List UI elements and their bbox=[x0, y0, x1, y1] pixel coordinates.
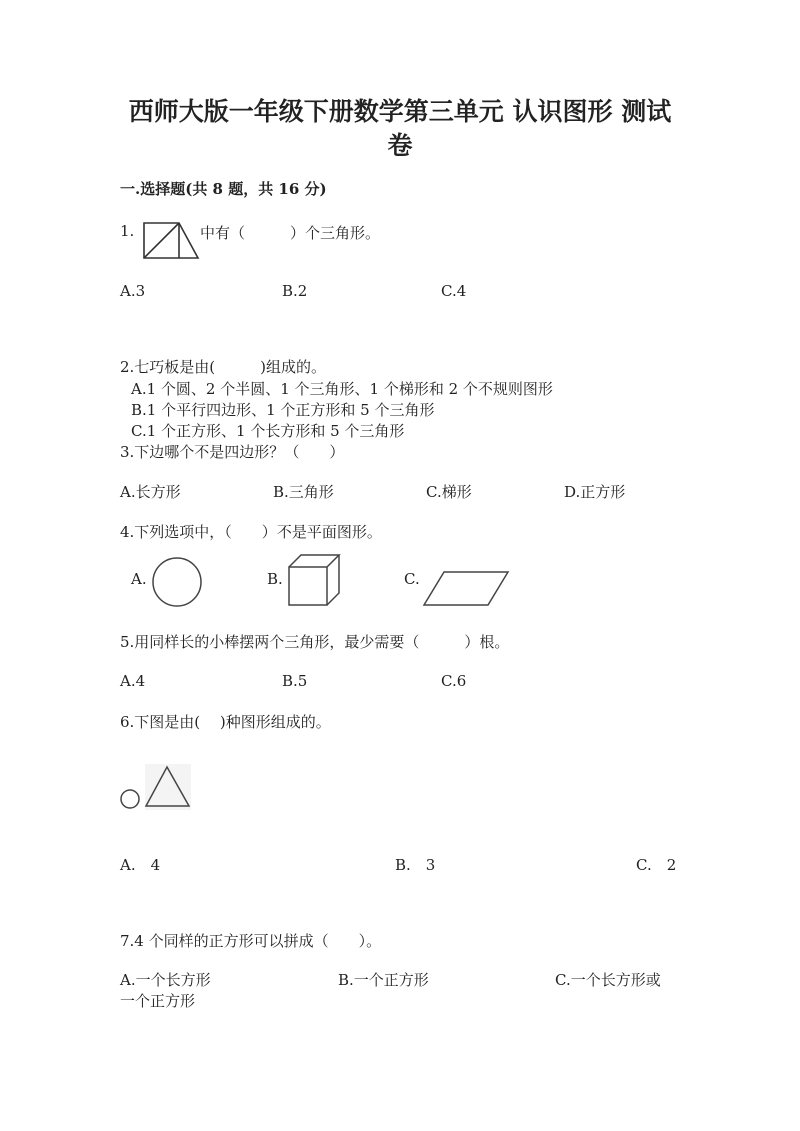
q3-option-d[interactable]: D.正方形 bbox=[564, 483, 626, 501]
q6-option-a[interactable]: A. 4 bbox=[120, 856, 161, 874]
q5-option-b[interactable]: B.5 bbox=[282, 672, 308, 690]
q2-option-c[interactable]: C.1 个正方形、1 个长方形和 5 个三角形 bbox=[131, 422, 405, 440]
q2-option-a[interactable]: A.1 个圆、2 个半圆、1 个三角形、1 个梯形和 2 个不规则图形 bbox=[131, 380, 553, 398]
q4-cube-figure bbox=[287, 553, 341, 607]
q6-option-c[interactable]: C. 2 bbox=[636, 856, 677, 874]
q4-option-a[interactable]: A. bbox=[131, 570, 147, 588]
q1-stem: 中有（ ）个三角形。 bbox=[200, 224, 381, 242]
q4-option-b[interactable]: B. bbox=[267, 570, 283, 588]
section-heading: 一.选择题(共 8 题，共 16 分) bbox=[120, 180, 327, 198]
q5-option-c[interactable]: C.6 bbox=[441, 672, 467, 690]
q1-option-b[interactable]: B.2 bbox=[282, 282, 308, 300]
q7-option-a[interactable]: A.一个长方形 bbox=[120, 971, 211, 989]
q5-option-a[interactable]: A.4 bbox=[120, 672, 146, 690]
q3-option-a[interactable]: A.长方形 bbox=[120, 483, 181, 501]
q3-option-b[interactable]: B.三角形 bbox=[273, 483, 334, 501]
q2-option-b[interactable]: B.1 个平行四边形、1 个正方形和 5 个三角形 bbox=[131, 401, 435, 419]
q4-parallelogram-figure bbox=[422, 570, 510, 608]
q7-option-b[interactable]: B.一个正方形 bbox=[338, 971, 429, 989]
q1-option-c[interactable]: C.4 bbox=[441, 282, 467, 300]
q1-number: 1. bbox=[120, 222, 135, 240]
q1-option-a[interactable]: A.3 bbox=[120, 282, 146, 300]
q3-stem: 3.下边哪个不是四边形？（ ） bbox=[120, 443, 345, 461]
q7-option-c-continued[interactable]: 一个正方形 bbox=[120, 992, 196, 1010]
q2-stem: 2.七巧板是由( )组成的。 bbox=[120, 358, 327, 376]
page-title bbox=[100, 95, 700, 163]
q6-option-b[interactable]: B. 3 bbox=[395, 856, 436, 874]
q6-circle-triangle-figure bbox=[119, 764, 191, 810]
q5-stem: 5.用同样长的小棒摆两个三角形，最少需要（ ）根。 bbox=[120, 633, 510, 651]
q3-option-c[interactable]: C.梯形 bbox=[426, 483, 472, 501]
q4-stem: 4.下列选项中，（ ）不是平面图形。 bbox=[120, 523, 382, 541]
title-line-2: 卷 bbox=[387, 131, 413, 160]
q6-stem: 6.下图是由( )种图形组成的。 bbox=[120, 713, 331, 731]
q4-circle-figure bbox=[151, 556, 203, 608]
q7-option-c[interactable]: C.一个长方形或 bbox=[555, 971, 661, 989]
q7-stem: 7.4 个同样的正方形可以拼成（ ）。 bbox=[120, 932, 382, 950]
q4-option-c[interactable]: C. bbox=[404, 570, 420, 588]
q1-figure-trapezoid-triangles bbox=[143, 222, 199, 260]
title-line-1: 西师大版一年级下册数学第三单元 认识图形 测试 bbox=[128, 97, 672, 126]
